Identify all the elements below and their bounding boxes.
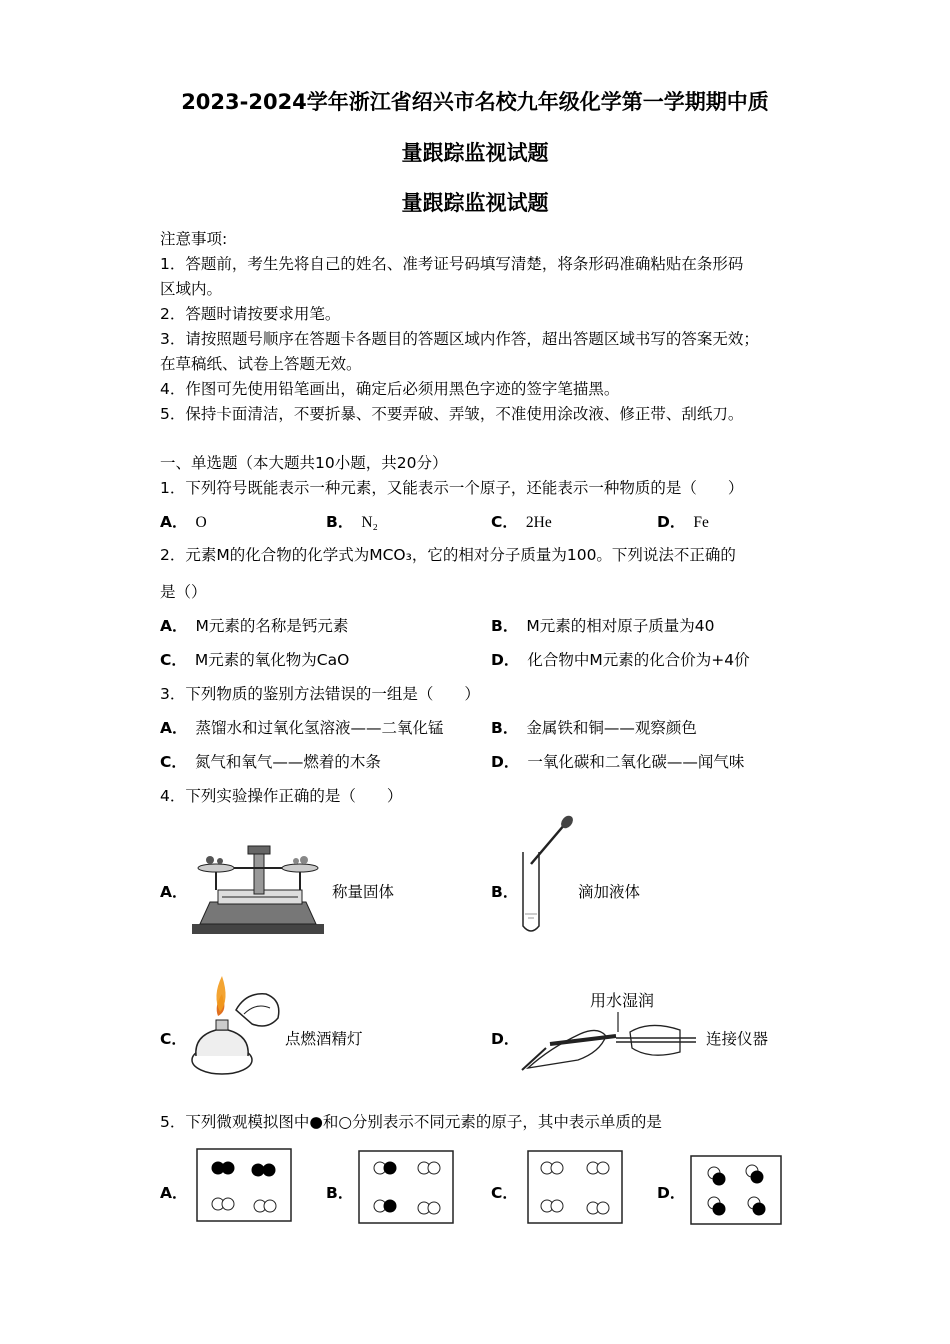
molecule-model-box-c [527,1150,623,1224]
notice-item: 2．答题时请按要求用笔。 [160,305,341,323]
q5-option-a-label: A． [160,1184,188,1202]
notice-item: 1．答题前，考生先将自己的姓名、准考证号码填写清楚，将条形码准确粘贴在条形码 [160,255,744,273]
q4-option-b-caption: 滴加液体 [578,883,641,901]
q1-option-a: A． O [160,513,207,531]
q3-option-a: A． 蒸馏水和过氧化氢溶液——二氧化锰 [160,719,444,737]
q2-option-b: B． M元素的相对原子质量为40 [491,617,715,635]
notice-item: 5．保持卡面清洁，不要折暴、不要弄破、弄皱，不准使用涂改液、修正带、刮纸刀。 [160,405,744,423]
balance-scale-illustration [188,842,328,937]
q5-option-c-label: C． [491,1184,518,1202]
exam-title-line-1: 2023-2024学年浙江省绍兴市名校九年级化学第一学期期中质 [181,90,769,114]
q4-option-a-label: A． [160,883,188,901]
exam-title-line-3: 量跟踪监视试题 [401,191,549,215]
question-1-stem: 1．下列符号既能表示一种元素，又能表示一个原子，还能表示一种物质的是（ ） [160,479,744,497]
q3-option-c: C． 氮气和氧气——燃着的木条 [160,753,381,771]
q4-option-b-label: B． [491,883,519,901]
question-5-stem: 5．下列微观模拟图中●和○分别表示不同元素的原子，其中表示单质的是 [160,1113,662,1131]
question-2-stem-line-2: 是（） [160,583,207,601]
q4-option-c-caption: 点燃酒精灯 [285,1030,363,1048]
molecule-model-box-d [690,1155,782,1225]
question-4-stem: 4．下列实验操作正确的是（ ） [160,787,403,805]
exam-title-line-2: 量跟踪监视试题 [401,141,549,165]
q2-option-a: A． M元素的名称是钙元素 [160,617,349,635]
section-heading: 一、单选题（本大题共10小题，共20分） [160,454,448,472]
q4-option-d-annotation: 用水湿润 [590,991,655,1010]
q4-option-d-label: D． [491,1030,520,1048]
notice-heading: 注意事项: [160,230,228,248]
q4-option-d-caption: 连接仪器 [706,1030,769,1048]
q3-option-b: B． 金属铁和铜——观察颜色 [491,719,697,737]
q3-option-d: D． 一氧化碳和二氧化碳——闻气味 [491,753,745,771]
molecule-model-box-a [196,1148,292,1222]
notice-item: 4．作图可先使用铅笔画出，确定后必须用黑色字迹的签字笔描黑。 [160,380,620,398]
q5-option-b-label: B． [326,1184,354,1202]
q2-option-c: C． M元素的氧化物为CaO [160,651,350,669]
q1-option-c: C． 2He [491,513,552,531]
connect-apparatus-illustration [520,1008,702,1076]
molecule-model-box-b [358,1150,454,1224]
notice-item: 区域内。 [160,280,223,298]
notice-item: 3．请按照题号顺序在答题卡各题目的答题区域内作答，超出答题区域书写的答案无效； [160,330,759,348]
question-3-stem: 3．下列物质的鉴别方法错误的一组是（ ） [160,685,480,703]
alcohol-lamp-illustration [186,972,286,1080]
q5-option-d-label: D． [657,1184,686,1202]
notice-item: 在草稿纸、试卷上答题无效。 [160,355,362,373]
q4-option-a-caption: 称量固体 [332,883,395,901]
question-2-stem-line-1: 2．元素M的化合物的化学式为MCO₃，它的相对分子质量为100。下列说法不正确的 [160,546,736,564]
q4-option-c-label: C． [160,1030,187,1048]
dropper-test-tube-illustration [515,814,575,938]
q1-option-b: B． N₂ [326,513,378,531]
q1-option-d: D． Fe [657,513,709,531]
q2-option-d: D． 化合物中M元素的化合价为+4价 [491,651,750,669]
